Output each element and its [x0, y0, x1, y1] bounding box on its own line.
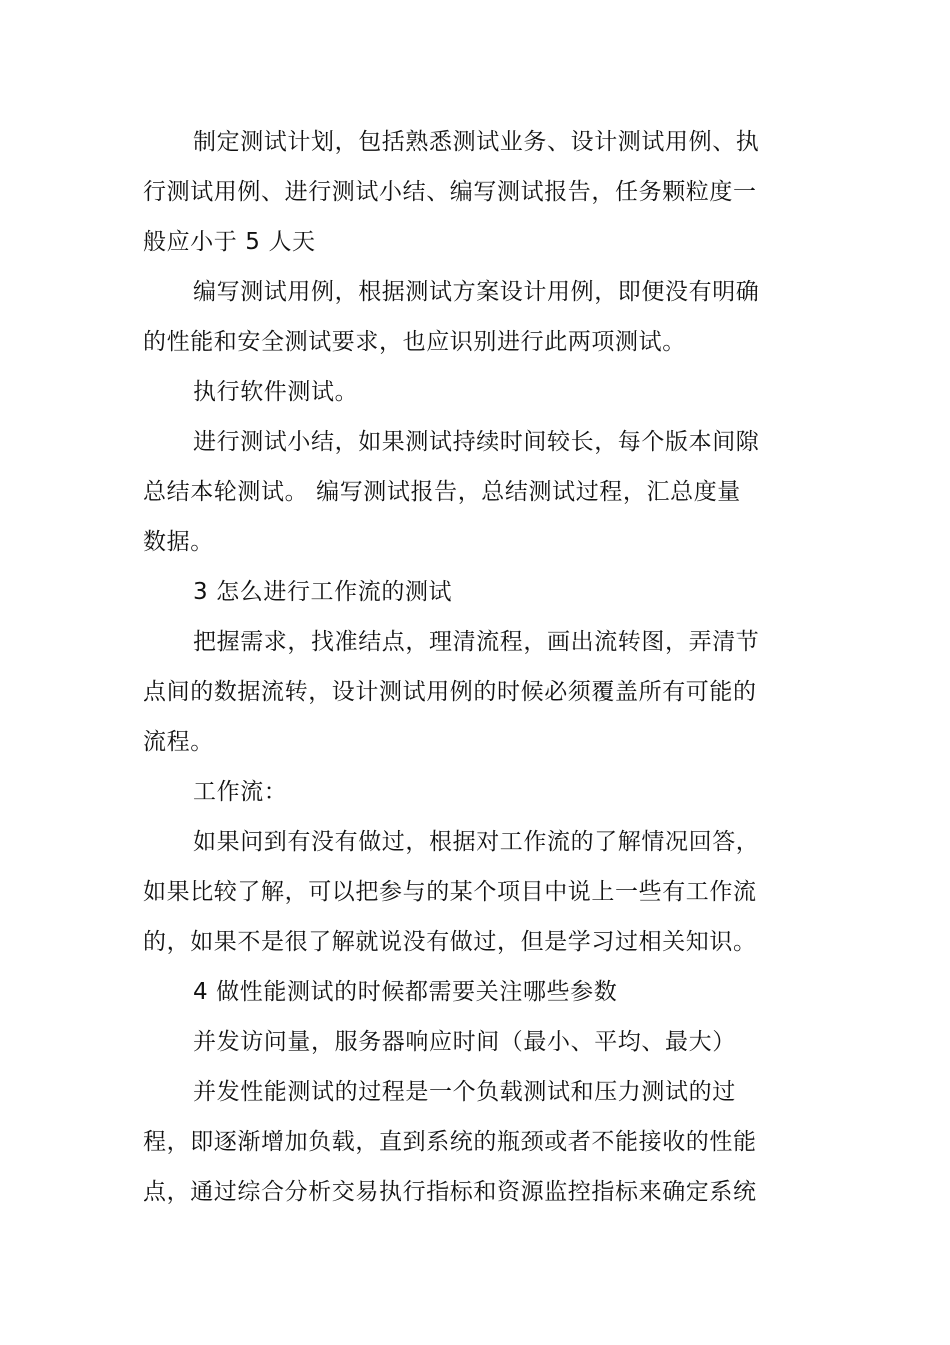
text-line-12: 点间的数据流转，设计测试用例的时候必须覆盖所有可能的 [143, 679, 757, 705]
text-line-14: 工作流： [193, 779, 288, 805]
text-line-1: 制定测试计划，包括熟悉测试业务、设计测试用例、执 [193, 129, 760, 155]
section-heading-4: 4 做性能测试的时候都需要关注哪些参数 [193, 979, 618, 1005]
text-line-2: 行测试用例、进行测试小结、编写测试报告，任务颗粒度一 [143, 179, 757, 205]
text-line-15: 如果问到有没有做过，根据对工作流的了解情况回答， [193, 829, 760, 855]
text-line-3: 般应小于 5 人天 [143, 229, 316, 255]
text-line-9: 数据。 [143, 529, 214, 555]
text-line-5: 的性能和安全测试要求，也应识别进行此两项测试。 [143, 329, 686, 355]
section-heading-3: 3 怎么进行工作流的测试 [193, 579, 453, 605]
text-line-11: 把握需求，找准结点，理清流程，画出流转图，弄清节 [193, 629, 760, 655]
text-line-16: 如果比较了解，可以把参与的某个项目中说上一些有工作流 [143, 879, 757, 905]
text-line-7: 进行测试小结，如果测试持续时间较长，每个版本间隙 [193, 429, 760, 455]
text-line-17: 的，如果不是很了解就说没有做过，但是学习过相关知识。 [143, 929, 757, 955]
text-line-8: 总结本轮测试。 编写测试报告，总结测试过程，汇总度量 [143, 479, 741, 505]
text-line-13: 流程。 [143, 729, 214, 755]
text-line-22: 点，通过综合分析交易执行指标和资源监控指标来确定系统 [143, 1179, 757, 1205]
text-line-20: 并发性能测试的过程是一个负载测试和压力测试的过 [193, 1079, 736, 1105]
text-line-4: 编写测试用例，根据测试方案设计用例，即便没有明确 [193, 279, 760, 305]
text-line-21: 程，即逐渐增加负载，直到系统的瓶颈或者不能接收的性能 [143, 1129, 757, 1155]
text-line-19: 并发访问量，服务器响应时间（最小、平均、最大） [193, 1029, 736, 1055]
text-line-6: 执行软件测试。 [193, 379, 359, 405]
